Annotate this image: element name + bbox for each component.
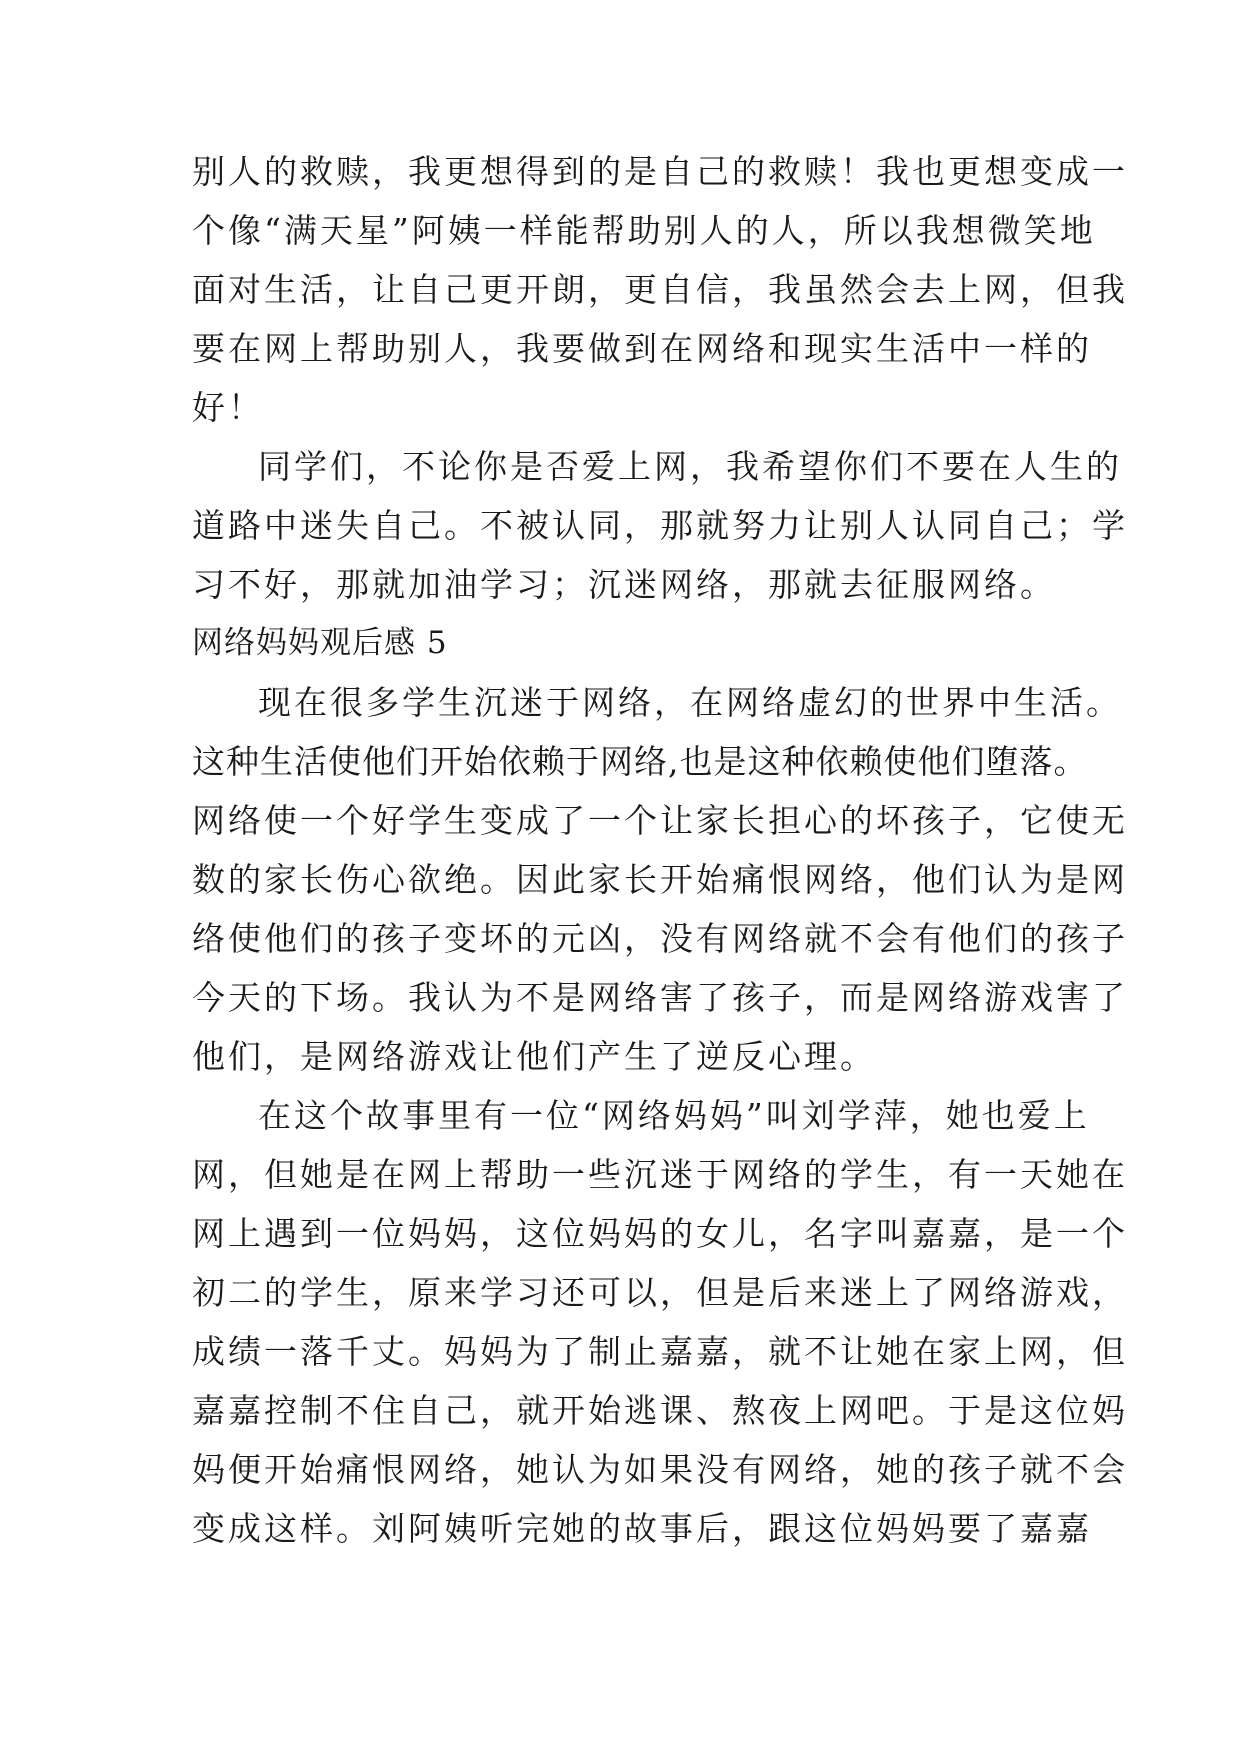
- text-line: 络使他们的孩子变坏的元凶，没有网络就不会有他们的孩子: [192, 919, 1128, 958]
- text-line: 网络使一个好学生变成了一个让家长担心的坏孩子，它使无: [192, 801, 1128, 840]
- text-line: 别人的救赎，我更想得到的是自己的救赎！我也更想变成一: [192, 152, 1128, 191]
- text-line: 成绩一落千丈。妈妈为了制止嘉嘉，就不让她在家上网，但: [192, 1332, 1128, 1371]
- text-line: 这种生活使他们开始依赖于网络,也是这种依赖使他们堕落。: [192, 742, 1088, 781]
- text-line: 数的家长伤心欲绝。因此家长开始痛恨网络，他们认为是网: [192, 860, 1128, 899]
- paragraph-2: [192, 437, 1128, 614]
- text-line: 妈便开始痛恨网络，她认为如果没有网络，她的孩子就不会: [192, 1450, 1128, 1489]
- text-line: 现在很多学生沉迷于网络，在网络虚幻的世界中生活。: [258, 683, 1122, 722]
- text-line: 道路中迷失自己。不被认同，那就努力让别人认同自己；学: [192, 506, 1128, 545]
- text-line: 变成这样。刘阿姨听完她的故事后，跟这位妈妈要了嘉嘉: [192, 1509, 1092, 1548]
- paragraph-3: [192, 673, 1128, 1086]
- text-line: 习不好，那就加油学习；沉迷网络，那就去征服网络。: [192, 565, 1056, 604]
- section-heading: 网络妈妈观后感 5: [192, 625, 448, 661]
- text-line: 要在网上帮助别人，我要做到在网络和现实生活中一样的: [192, 329, 1092, 368]
- document-body: [192, 142, 1128, 1558]
- text-line: 嘉嘉控制不住自己，就开始逃课、熬夜上网吧。于是这位妈: [192, 1391, 1128, 1430]
- text-line: 在这个故事里有一位“网络妈妈”叫刘学萍，她也爱上: [258, 1096, 1090, 1135]
- paragraph-4: [192, 1086, 1128, 1558]
- text-line: 他们，是网络游戏让他们产生了逆反心理。: [192, 1037, 876, 1076]
- text-line: 初二的学生，原来学习还可以，但是后来迷上了网络游戏，: [192, 1273, 1128, 1312]
- text-line: 今天的下场。我认为不是网络害了孩子，而是网络游戏害了: [192, 978, 1128, 1017]
- text-line: 好！: [192, 388, 264, 427]
- text-line: 网上遇到一位妈妈，这位妈妈的女儿，名字叫嘉嘉，是一个: [192, 1214, 1128, 1253]
- text-line: 面对生活，让自己更开朗，更自信，我虽然会去上网，但我: [192, 270, 1128, 309]
- paragraph-1: [192, 142, 1128, 437]
- text-line: 个像“满天星”阿姨一样能帮助别人的人，所以我想微笑地: [192, 211, 1096, 250]
- text-line: 同学们，不论你是否爱上网，我希望你们不要在人生的: [258, 447, 1122, 486]
- text-line: 网，但她是在网上帮助一些沉迷于网络的学生，有一天她在: [192, 1155, 1128, 1194]
